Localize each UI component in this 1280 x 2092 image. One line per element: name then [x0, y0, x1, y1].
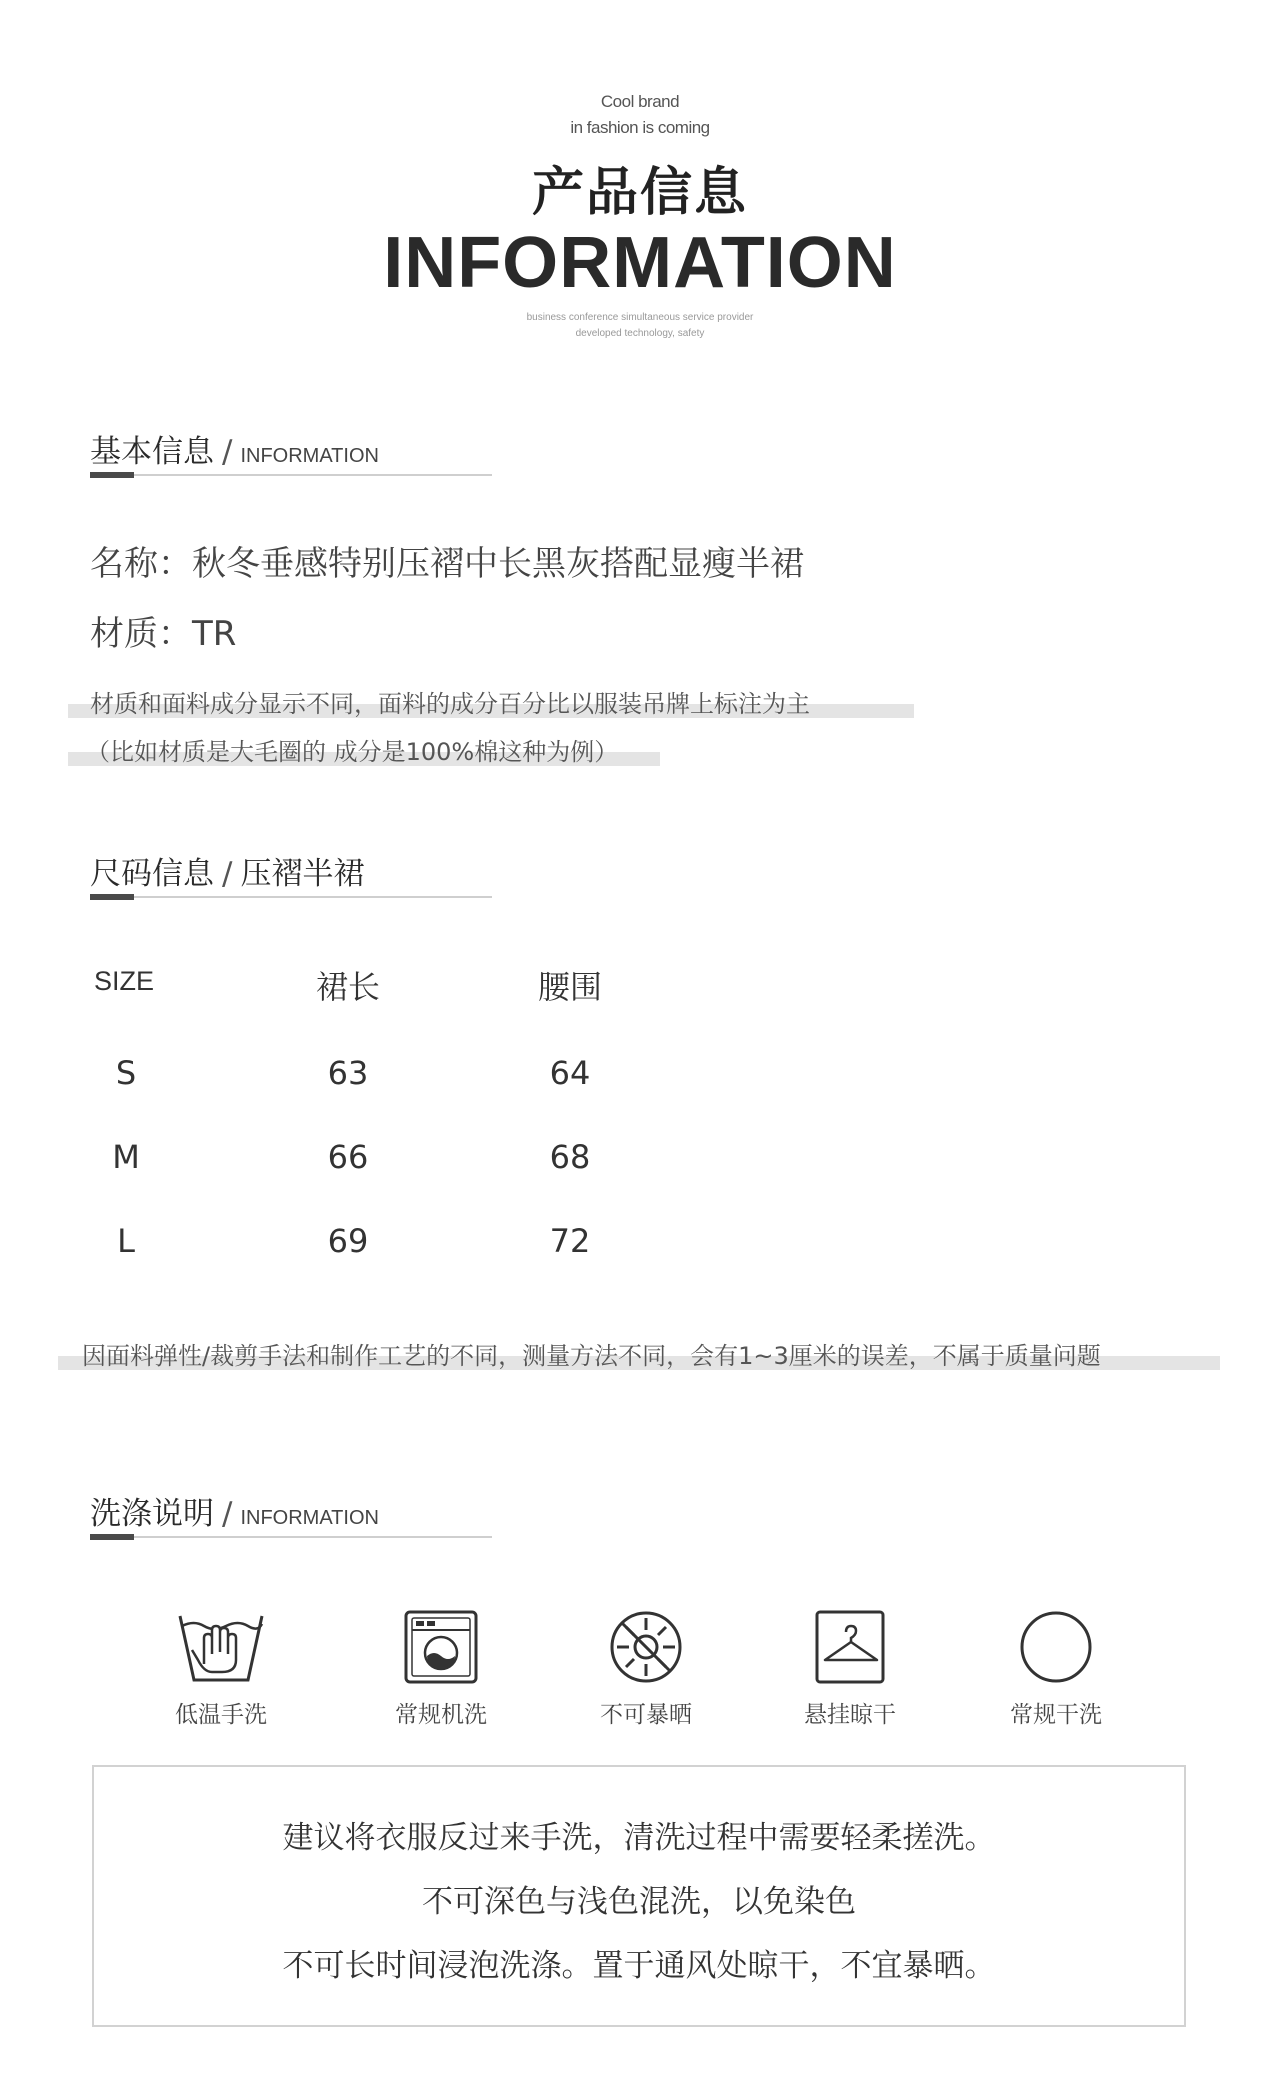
material-note-2: （比如材质是大毛圈的 成分是100%棉这种为例） [86, 738, 619, 766]
page-title-en: INFORMATION [383, 223, 897, 303]
care-item-no-sun [566, 1608, 726, 1729]
section-accent-mark [90, 472, 134, 478]
machine-wash-icon [396, 1608, 486, 1686]
care-advice-line: 不可深色与浅色混洗，以免染色 [422, 1884, 856, 1920]
size-table-cell: M [112, 1138, 140, 1176]
care-item-hand-wash [141, 1608, 301, 1729]
page-title-cn: 产品信息 [531, 163, 748, 223]
size-table-cell: 72 [549, 1222, 591, 1260]
size-info-heading: 尺码信息 / 压褶半裙 [90, 856, 365, 892]
size-table-cell: 66 [327, 1138, 369, 1176]
no-sun-icon [601, 1608, 691, 1686]
fine-print-2: developed technology, safety [575, 328, 705, 339]
size-table-cell: L [117, 1222, 135, 1260]
basic-info-heading: 基本信息 / INFORMATION [90, 434, 379, 470]
product-material: 材质：TR [90, 614, 237, 654]
size-table-cell: 68 [549, 1138, 591, 1176]
dry-clean-icon [1011, 1608, 1101, 1686]
care-item-dry-clean [976, 1608, 1136, 1729]
section-accent-mark [90, 894, 134, 900]
fine-print-1: business conference simultaneous service provider [526, 312, 754, 323]
size-info-heading-cn: 尺码信息 [90, 856, 214, 892]
size-table-cell: S [115, 1054, 137, 1092]
section-accent-mark [90, 1534, 134, 1540]
size-table-cell: 64 [549, 1054, 591, 1092]
care-label: 常规机洗 [395, 1702, 487, 1728]
section-divider [90, 1536, 492, 1538]
care-item-machine-wash [361, 1608, 521, 1729]
size-table-header: SIZE [94, 966, 155, 996]
hand-wash-icon [176, 1608, 266, 1686]
size-table-header: 裙长 [315, 968, 380, 1006]
care-info-heading-cn: 洗涤说明 [90, 1496, 214, 1532]
care-item-hang-dry [770, 1608, 930, 1729]
size-table-cell: 63 [327, 1054, 369, 1092]
size-table-header: 腰围 [537, 968, 602, 1006]
section-divider [90, 474, 492, 476]
measurement-note: 因面料弹性/裁剪手法和制作工艺的不同，测量方法不同，会有1~3厘米的误差，不属于质量问题 [82, 1342, 1101, 1370]
care-label: 常规干洗 [1010, 1702, 1102, 1728]
brand-tagline-2: in fashion is coming [570, 118, 710, 137]
basic-info-heading-en: INFORMATION [240, 445, 379, 467]
care-info-heading: 洗涤说明 / INFORMATION [90, 1496, 379, 1532]
material-note-1: 材质和面料成分显示不同，面料的成分百分比以服装吊牌上标注为主 [90, 690, 810, 718]
section-divider [90, 896, 492, 898]
care-advice-line: 建议将衣服反过来手洗，清洗过程中需要轻柔搓洗。 [282, 1820, 996, 1856]
basic-info-heading-cn: 基本信息 [90, 434, 214, 470]
care-advice-line: 不可长时间浸泡洗涤。置于通风处晾干，不宜暴晒。 [282, 1948, 996, 1984]
care-info-heading-en: INFORMATION [240, 1507, 379, 1529]
size-info-heading-sub: 压褶半裙 [240, 856, 365, 891]
product-name: 名称：秋冬垂感特别压褶中长黑灰搭配显瘦半裙 [90, 544, 804, 584]
size-table-cell: 69 [327, 1222, 369, 1260]
care-label: 悬挂晾干 [804, 1702, 896, 1728]
care-label: 低温手洗 [175, 1702, 267, 1728]
care-label: 不可暴晒 [600, 1702, 692, 1728]
brand-tagline-1: Cool brand [600, 92, 680, 111]
hang-dry-icon [805, 1608, 895, 1686]
